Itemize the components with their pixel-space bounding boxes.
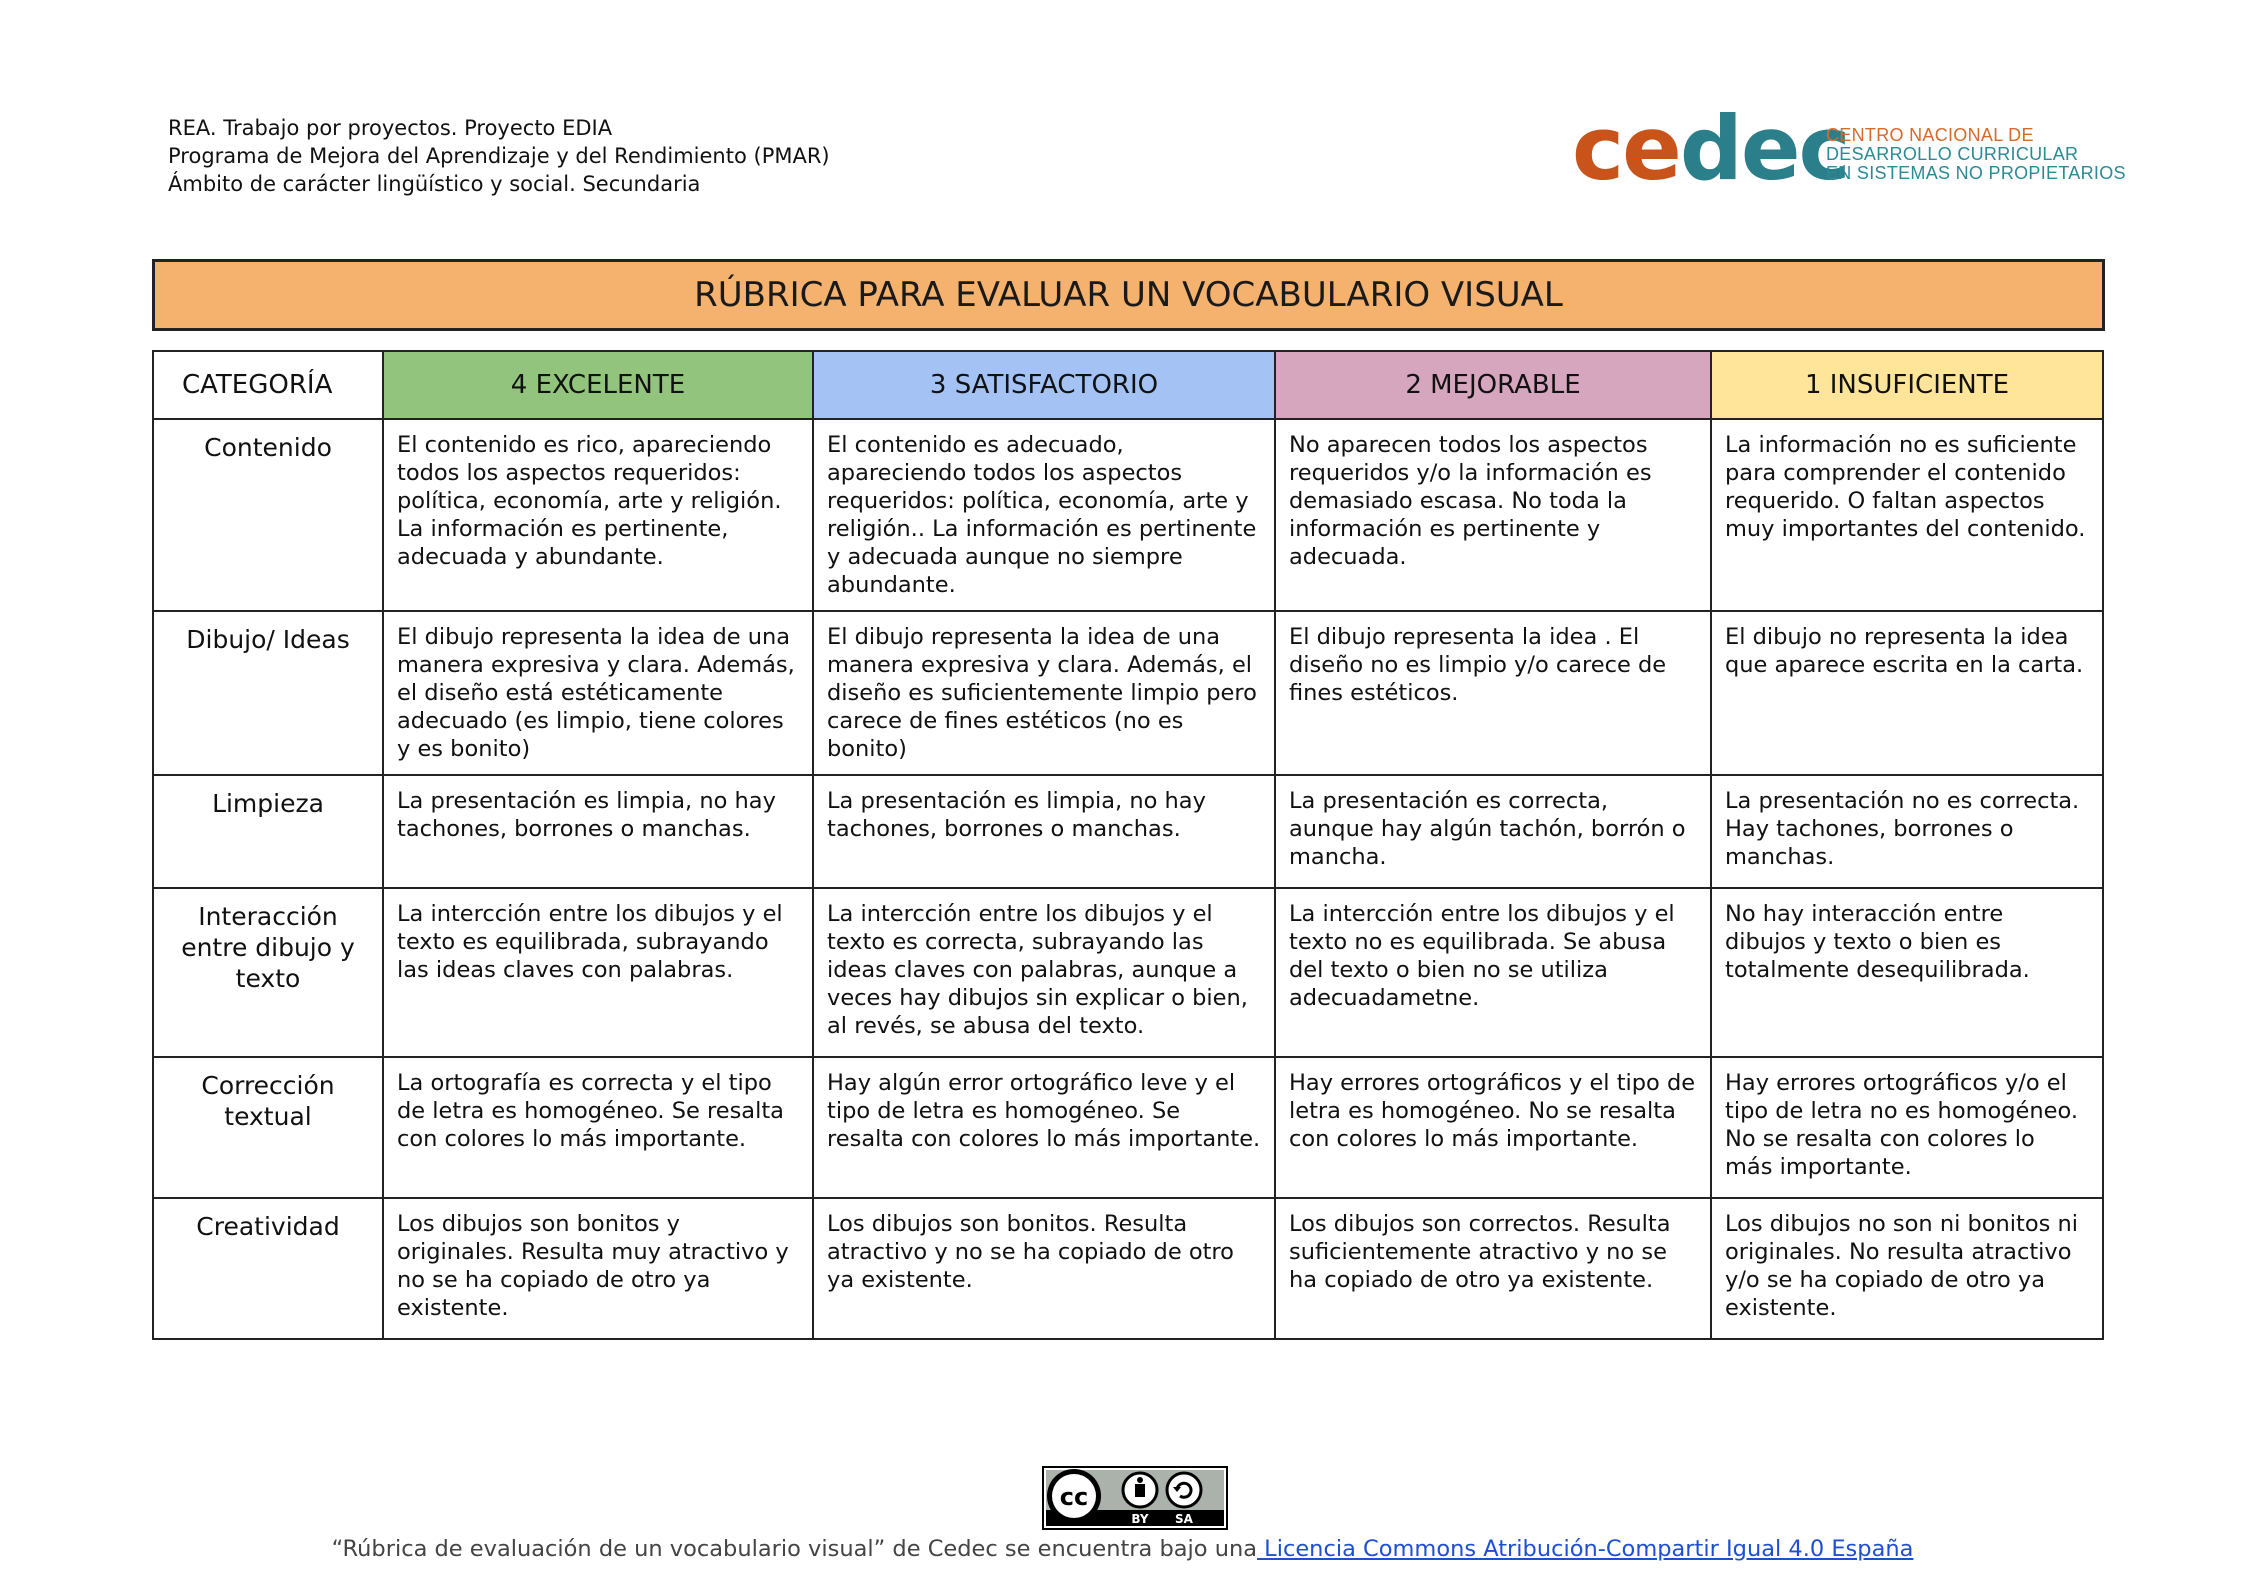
rubric-cell: La presentación es correcta, aunque hay algún tachón, borrón o mancha.	[1275, 775, 1711, 888]
rubric-title-bar	[152, 259, 2105, 331]
table-row	[153, 419, 2103, 611]
cedec-logo	[1572, 97, 2132, 202]
cedec-logo-wordmark: cedec	[1572, 97, 1849, 200]
rubric-cell: Hay errores ortográficos y el tipo de letra es homogéneo. No se resalta con colores lo más importante.	[1275, 1057, 1711, 1198]
rubric-cell: El contenido es rico, apareciendo todos los aspectos requeridos: política, economía, arte y religión. La información es pertinente, adecuada y abundante.	[383, 419, 813, 611]
rubric-cell: No aparecen todos los aspectos requeridos y/o la información es demasiado escasa. No toda la información es pertinente y adecuada.	[1275, 419, 1711, 611]
rubric-cell: La presentación es limpia, no hay tachones, borrones o manchas.	[813, 775, 1275, 888]
table-row	[153, 888, 2103, 1057]
rubric-cell: La presentación es limpia, no hay tachones, borrones o manchas.	[383, 775, 813, 888]
rubric-cell: La ortografía es correcta y el tipo de letra es homogéneo. Se resalta con colores lo más importante.	[383, 1057, 813, 1198]
rubric-cell: El dibujo representa la idea de una manera expresiva y clara. Además, el diseño está estéticamente adecuado (es limpio, tiene colores y es bonito)	[383, 611, 813, 775]
rubric-header-row	[153, 351, 2103, 419]
rubric-cell: El dibujo no representa la idea que aparece escrita en la carta.	[1711, 611, 2103, 775]
category-cell: Corrección textual	[153, 1057, 383, 1198]
rubric-cell: La información no es suficiente para comprender el contenido requerido. O faltan aspectos muy importantes del contenido.	[1711, 419, 2103, 611]
rubric-table	[152, 350, 2104, 1340]
rubric-cell: La intercción entre los dibujos y el texto es correcta, subrayando las ideas claves con palabras, aunque a veces hay dibujos sin explicar o bien, al revés, se abusa del texto.	[813, 888, 1275, 1057]
cc-glyph: cc	[1059, 1483, 1089, 1511]
rubric-cell: No hay interacción entre dibujos y texto o bien es totalmente desequilibrada.	[1711, 888, 2103, 1057]
rubric-cell: Los dibujos no son ni bonitos ni originales. No resulta atractivo y/o se ha copiado de otro ya existente.	[1711, 1198, 2103, 1339]
rubric-cell: El dibujo representa la idea . El diseño no es limpio y/o carece de fines estéticos.	[1275, 611, 1711, 775]
category-cell: Dibujo/ Ideas	[153, 611, 383, 775]
license-footer	[0, 1536, 2245, 1562]
rubric-cell: La intercción entre los dibujos y el texto es equilibrada, subrayando las ideas claves con palabras.	[383, 888, 813, 1057]
header-line-program: Programa de Mejora del Aprendizaje y del Rendimiento (PMAR)	[168, 144, 830, 168]
rubric-cell: La intercción entre los dibujos y el texto no es equilibrada. Se abusa del texto o bien no se utiliza adecuadametne.	[1275, 888, 1711, 1057]
cedec-logo-subtitle: CENTRO NACIONAL DE DESARROLLO CURRICULAR EN SISTEMAS NO PROPIETARIOS	[1826, 125, 2126, 183]
category-cell: Creatividad	[153, 1198, 383, 1339]
rubric-cell: El dibujo representa la idea de una manera expresiva y clara. Además, el diseño es suficientemente limpio pero carece de fines estéticos (no es bonito)	[813, 611, 1275, 775]
by-label: BY	[1131, 1512, 1149, 1526]
rubric-cell: Los dibujos son bonitos. Resulta atractivo y no se ha copiado de otro ya existente.	[813, 1198, 1275, 1339]
category-cell: Contenido	[153, 419, 383, 611]
table-row	[153, 1198, 2103, 1339]
rubric-cell: La presentación no es correcta. Hay tachones, borrones o manchas.	[1711, 775, 2103, 888]
header-level-3: 3 SATISFACTORIO	[813, 351, 1275, 419]
header-level-2: 2 MEJORABLE	[1275, 351, 1711, 419]
rubric-cell: Hay algún error ortográfico leve y el tipo de letra es homogéneo. Se resalta con colores lo más importante.	[813, 1057, 1275, 1198]
rubric-cell: El contenido es adecuado, apareciendo todos los aspectos requeridos: política, economía, arte y religión.. La información es pertinente y adecuada aunque no siempre abundante.	[813, 419, 1275, 611]
table-row	[153, 611, 2103, 775]
header-line-project: REA. Trabajo por proyectos. Proyecto EDIA	[168, 116, 613, 140]
header-level-1: 1 INSUFICIENTE	[1711, 351, 2103, 419]
license-attribution-text: “Rúbrica de evaluación de un vocabulario visual” de Cedec se encuentra bajo una	[331, 1536, 1258, 1562]
rubric-cell: Hay errores ortográficos y/o el tipo de letra no es homogéneo. No se resalta con colores lo más importante.	[1711, 1057, 2103, 1198]
document-header	[168, 114, 1168, 198]
header-line-scope: Ámbito de carácter lingüístico y social. Secundaria	[168, 172, 701, 196]
header-category: CATEGORÍA	[153, 351, 383, 419]
rubric-cell: Los dibujos son correctos. Resulta suficientemente atractivo y no se ha copiado de otro ya existente.	[1275, 1198, 1711, 1339]
cc-by-sa-license-icon	[1042, 1466, 1228, 1530]
rubric-cell: Los dibujos son bonitos y originales. Resulta muy atractivo y no se ha copiado de otro ya existente.	[383, 1198, 813, 1339]
category-cell: Interacción entre dibujo y texto	[153, 888, 383, 1057]
table-row	[153, 1057, 2103, 1198]
rubric-title: RÚBRICA PARA EVALUAR UN VOCABULARIO VISUAL	[694, 275, 1563, 315]
sa-label: SA	[1175, 1512, 1193, 1526]
header-level-4: 4 EXCELENTE	[383, 351, 813, 419]
table-row	[153, 775, 2103, 888]
category-cell: Limpieza	[153, 775, 383, 888]
license-link[interactable]: Licencia Commons Atribución-Compartir Igual 4.0 España	[1257, 1536, 1914, 1562]
